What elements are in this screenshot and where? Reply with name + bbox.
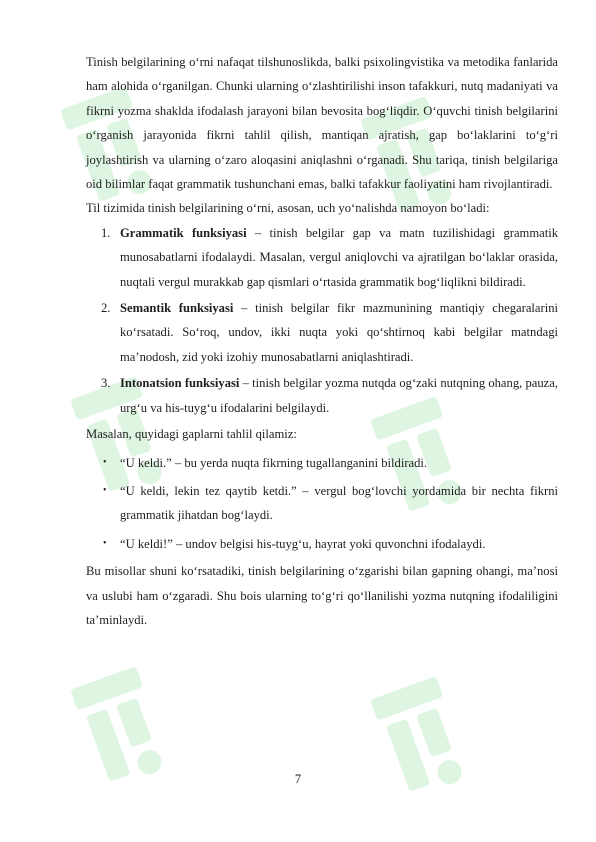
paragraph-conclusion: Bu misollar shuni ko‘rsatadiki, tinish belgilarining o‘zgarishi bilan gapning ohangi, ma’nosi va uslubi ham o‘zgaradi. Shu bois ularning to‘g‘ri qo‘llanilishi yozma nutqning ifodaliligini ta’minlaydi. bbox=[86, 564, 558, 627]
list-number: 3. bbox=[101, 376, 111, 391]
bullet-icon: • bbox=[103, 537, 107, 549]
examples-list bbox=[86, 451, 558, 557]
list-item bbox=[86, 221, 558, 294]
list-item bbox=[86, 532, 558, 556]
list-item bbox=[86, 371, 558, 420]
function-term: Grammatik funksiyasi bbox=[120, 225, 247, 240]
paragraph-intro: Tinish belgilarining o‘rni nafaqat tilshunoslikda, balki psixolingvistika va metodika fanlarida ham alohida o‘rganilgan. Chunki ularning o‘zlashtirilishi inson tafakkuri, nutq madaniyati va fikrni yozma shaklda ifodalash jarayoni bilan bevosita bog‘liqdir. O‘quvchi tinish belgilarini o‘rganish jarayonida fikrni tahlil qilish, mantiqan ajratish, gap bo‘laklarini to‘g‘ri joylashtirish va ularning o‘zaro aloqasini aniqlashni o‘rganadi. Shu tariqa, tinish belgilariga oid bilimlar faqat grammatik tushunchani emas, balki tafakkur faoliyatini ham rivojlantiradi. bbox=[86, 55, 558, 192]
function-text: – tinish belgilar gap va matn tuzilishidagi grammatik munosabatlarni ifodalaydi. Masalan, vergul aniqlovchi va ajratilgan bo‘laklar orasida, nuqtali vergul murakkab gap qismlari o‘rtasida grammatik bog‘liqlikni bildiradi. bbox=[120, 225, 559, 289]
example-text: “U keldi!” – undov belgisi his-tuyg‘u, hayrat yoki quvonchni ifodalaydi. bbox=[120, 536, 486, 551]
list-item bbox=[86, 479, 558, 528]
function-text: – tinish belgilar fikr mazmunining mantiqiy chegaralarini ko‘rsatadi. So‘roq, undov, ikki nuqta yoki qo‘shtirnoq kabi belgilar matndagi ma’nodosh, zid yoki izohiy munosabatlarni aniqlashtiradi. bbox=[120, 301, 558, 364]
list-number: 2. bbox=[101, 301, 111, 316]
paragraph-lead: Til tizimida tinish belgilarining o‘rni, asosan, uch yo‘nalishda namoyon bo‘ladi: bbox=[86, 201, 490, 216]
bullet-icon: • bbox=[103, 484, 107, 496]
list-number: 1. bbox=[101, 225, 111, 240]
function-term: Intonatsion funksiyasi bbox=[120, 376, 240, 391]
example-text: “U keldi, lekin tez qaytib ketdi.” – vergul bog‘lovchi yordamida bir nechta fikrni grammatik jihatdan bog‘laydi. bbox=[120, 483, 558, 523]
functions-list bbox=[86, 221, 558, 420]
paragraph-example: Masalan, quyidagi gaplarni tahlil qilamiz: bbox=[86, 427, 297, 442]
page-content bbox=[86, 50, 558, 632]
bullet-icon: • bbox=[103, 456, 107, 468]
list-item bbox=[86, 451, 558, 475]
function-term: Semantik funksiyasi bbox=[120, 301, 234, 316]
list-item bbox=[86, 296, 558, 369]
page-number: 7 bbox=[294, 772, 302, 786]
example-text: “U keldi.” – bu yerda nuqta fikrning tugallanganini bildiradi. bbox=[120, 455, 428, 470]
function-text: – tinish belgilar yozma nutqda og‘zaki nutqning ohang, pauza, urg‘u va his-tuyg‘u ifodalarini belgilaydi. bbox=[120, 376, 558, 415]
